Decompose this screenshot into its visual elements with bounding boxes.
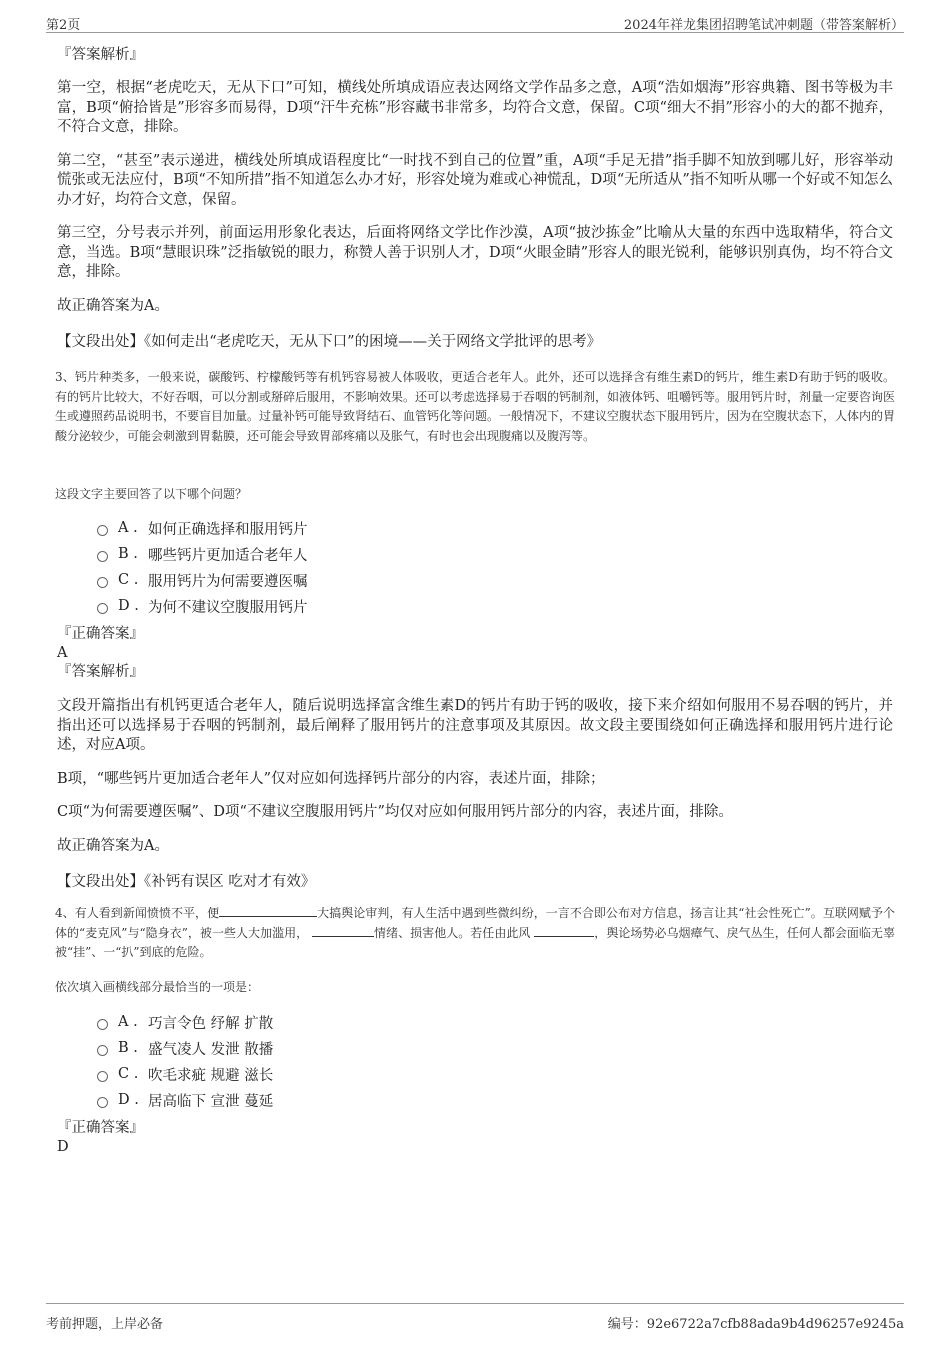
radio-icon[interactable] <box>97 1045 108 1056</box>
analysis-title: 『答案解析』 <box>57 47 144 63</box>
blank-line <box>219 904 317 917</box>
page-footer <box>46 1303 904 1332</box>
option-c[interactable]: C . 吹毛求疵 规避 滋长 <box>97 1061 273 1087</box>
blank-line <box>534 924 594 937</box>
question-3-answer <box>57 625 144 682</box>
option-d[interactable]: D . 为何不建议空腹服用钙片 <box>97 593 308 619</box>
source-citation: 【文段出处】《补钙有误区 吃对才有效》 <box>57 874 316 890</box>
analysis-paragraph: 第二空，“甚至”表示递进，横线处所填成语程度比“一时找不到自己的位置”重，A项“手足无措”指手脚不知放到哪儿好，形容举动慌张或无法应付，B项“不知所措”指不知道怎么办才好，形容处境为难或心神慌乱，D项“无所适从”指不知听从哪一个好或不知怎么办才好，均符合文意，保留。 <box>57 152 893 208</box>
document-code: 编号：92e6722a7cfb88ada9b4d96257e9245a <box>607 1317 904 1332</box>
option-a[interactable]: A . 巧言令色 纾解 扩散 <box>97 1009 273 1035</box>
radio-icon[interactable] <box>97 1097 108 1108</box>
blank-line <box>312 924 374 937</box>
question-4-answer <box>57 1119 144 1157</box>
radio-icon[interactable] <box>97 1019 108 1030</box>
answer-value: A <box>57 645 68 661</box>
analysis-title: 『答案解析』 <box>57 664 144 680</box>
analysis-paragraph: B项，“哪些钙片更加适合老年人”仅对应如何选择钙片部分的内容，表述片面，排除； <box>57 770 605 787</box>
analysis-paragraph: 第三空，分号表示并列，前面运用形象化表达，后面将网络文学比作沙漠，A项“披沙拣金”比喻从大量的东西中选取精华，符合文意，当选。B项“慧眼识珠”泛指敏锐的眼力，称赞人善于识别人才，D项“火眼金睛”形容人的眼光锐利，能够识别真伪，均不符合文意，排除。 <box>57 225 893 280</box>
question-4-options <box>97 1009 273 1113</box>
option-b[interactable]: B . 哪些钙片更加适合老年人 <box>97 541 308 567</box>
analysis-conclusion: 故正确答案为A。 <box>57 837 169 854</box>
page-header <box>46 12 904 33</box>
answer-title: 『正确答案』 <box>57 626 144 642</box>
option-b[interactable]: B . 盛气凌人 发泄 散播 <box>97 1035 273 1061</box>
question-3-text: 3、钙片种类多，一般来说，碳酸钙、柠檬酸钙等有机钙容易被人体吸收，更适合老年人。此外，还可以选择含有维生素D的钙片，维生素D有助于钙的吸收。有的钙片比较大，不好吞咽，可以分割或掰碎后服用，不影响效果。还可以考虑选择易于吞咽的钙制剂，如液体钙、咀嚼钙等。服用钙片时，剂量一定要咨询医生或遵照药品说明书，不要盲目加量。过量补钙可能导致肾结石、血管钙化等问题。一般情况下，不建议空腹状态下服用钙片，因为在空腹状态下，人体内的胃酸分泌较少，可能会刺激到胃黏膜，还可能会导致胃部疼痛以及胀气，有时也会出现腹痛以及腹泻等。 <box>55 370 896 443</box>
option-d[interactable]: D . 居高临下 宣泄 蔓延 <box>97 1087 273 1113</box>
radio-icon[interactable] <box>97 577 108 588</box>
question-4-ask: 依次填入画横线部分最恰当的一项是： <box>55 980 260 994</box>
analysis-paragraph: 文段开篇指出有机钙更适合老年人，随后说明选择富含维生素D的钙片有助于钙的吸收，接下来介绍如何服用不易吞咽的钙片，并指出还可以选择易于吞咽的钙制剂，最后阐释了服用钙片的注意事项及其原因。故文段主要围绕如何正确选择和服用钙片进行论述，对应A项。 <box>57 698 893 753</box>
section-previous-analysis <box>57 46 893 352</box>
question-4-text: 4、有人看到新闻愤愤不平，便 大搞舆论审判，有人生活中遇到些微纠纷，一言不合即公布对方信息，扬言让其“社会性死亡”。互联网赋予个体的“麦克风”与“隐身衣”，被一些人大加滥用， 情绪、损害他人。若任由此风 ，舆论场势必乌烟瘴气、戾气丛生，任何人都会面临无辜被“挂”、一“扒”到底的危险。 <box>55 906 895 959</box>
question-3-options <box>97 515 308 619</box>
answer-title: 『正确答案』 <box>57 1120 144 1136</box>
option-a[interactable]: A . 如何正确选择和服用钙片 <box>97 515 308 541</box>
option-c[interactable]: C . 服用钙片为何需要遵医嘱 <box>97 567 308 593</box>
analysis-paragraph: 第一空，根据“老虎吃天，无从下口”可知，横线处所填成语应表达网络文学作品多之意，A项“浩如烟海”形容典籍、图书等极为丰富，B项“俯拾皆是”形容多而易得，D项“汗牛充栋”形容藏书非常多，均符合文意，保留。C项“细大不捐”形容小的大的都不抛弃，不符合文意，排除。 <box>57 80 893 135</box>
answer-value: D <box>57 1139 69 1155</box>
source-citation: 【文段出处】《如何走出“老虎吃天，无从下口”的困境——关于网络文学批评的思考》 <box>57 334 602 350</box>
document-title: 2024年祥龙集团招聘笔试冲刺题（带答案解析） <box>623 18 904 33</box>
analysis-paragraph: C项“为何需要遵医嘱”、D项“不建议空腹服用钙片”均仅对应如何服用钙片部分的内容，表述片面，排除。 <box>57 804 733 820</box>
question-3-ask: 这段文字主要回答了以下哪个问题？ <box>55 487 248 501</box>
analysis-conclusion: 故正确答案为A。 <box>57 297 169 314</box>
footer-slogan: 考前押题，上岸必备 <box>46 1317 164 1332</box>
page-number: 第2页 <box>46 18 81 33</box>
radio-icon[interactable] <box>97 1071 108 1082</box>
question-3-analysis <box>57 683 893 892</box>
radio-icon[interactable] <box>97 525 108 536</box>
radio-icon[interactable] <box>97 603 108 614</box>
radio-icon[interactable] <box>97 551 108 562</box>
